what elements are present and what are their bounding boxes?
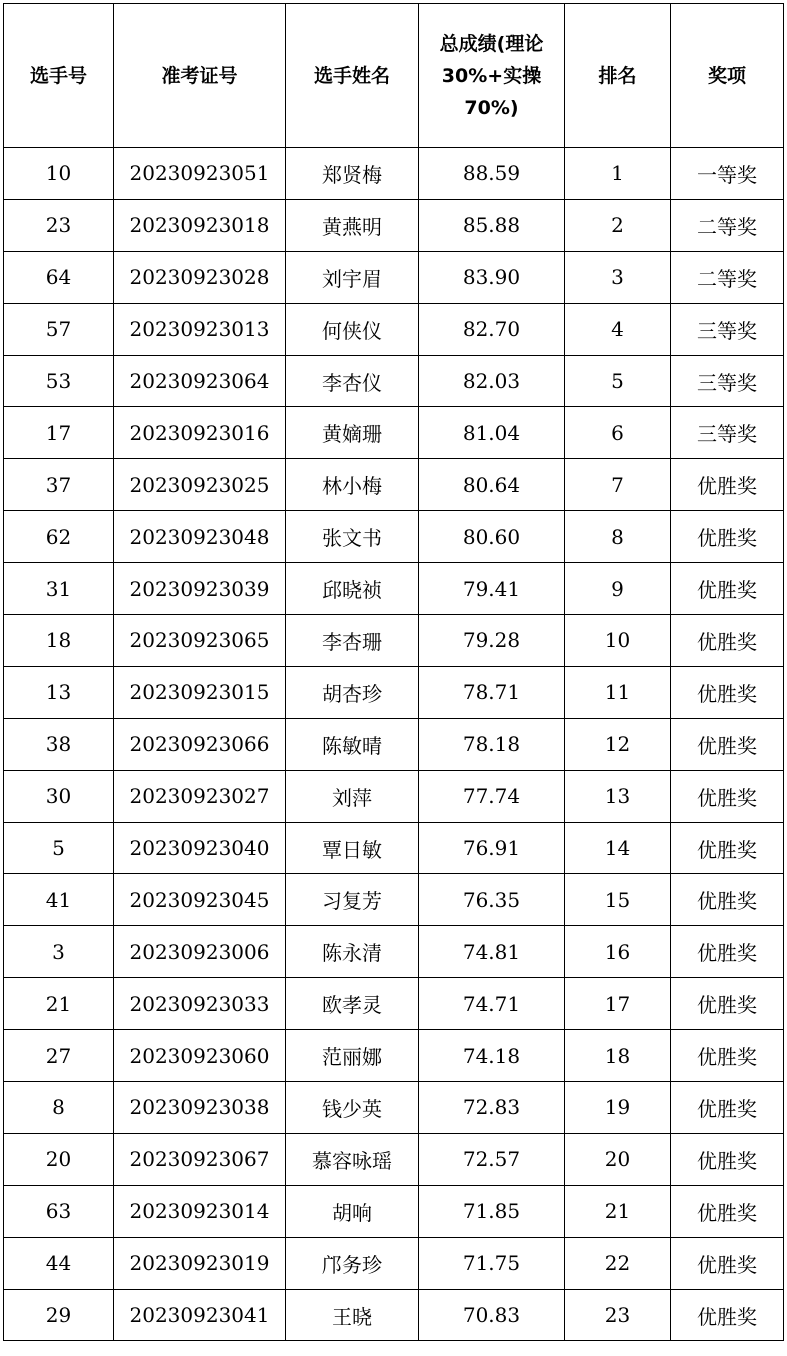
- table-row: [4, 770, 784, 822]
- rank-cell: 9: [565, 563, 671, 615]
- results-table: [3, 3, 784, 1341]
- table-row: [4, 926, 784, 978]
- contestant-no-cell: 10: [4, 148, 114, 200]
- contestant-no-cell: 37: [4, 459, 114, 511]
- contestant-no-cell: 5: [4, 822, 114, 874]
- total-score-cell: 71.75: [419, 1237, 565, 1289]
- award-cell: 优胜奖: [671, 770, 784, 822]
- contestant-no-cell: 63: [4, 1185, 114, 1237]
- header-contestant-no: 选手号: [4, 4, 114, 148]
- contestant-no-cell: 64: [4, 251, 114, 303]
- header-total-score: [419, 4, 565, 148]
- rank-cell: 11: [565, 666, 671, 718]
- header-row: [4, 4, 784, 148]
- total-score-cell: 76.91: [419, 822, 565, 874]
- contestant-no-cell: 41: [4, 874, 114, 926]
- contestant-name-cell: 慕容咏瑶: [286, 1133, 419, 1185]
- total-score-cell: 74.18: [419, 1030, 565, 1082]
- award-cell: 三等奖: [671, 355, 784, 407]
- table-row: [4, 666, 784, 718]
- total-score-cell: 70.83: [419, 1289, 565, 1341]
- rank-cell: 23: [565, 1289, 671, 1341]
- contestant-name-cell: 林小梅: [286, 459, 419, 511]
- table-row: [4, 355, 784, 407]
- rank-cell: 2: [565, 199, 671, 251]
- total-score-cell: 77.74: [419, 770, 565, 822]
- total-score-cell: 78.71: [419, 666, 565, 718]
- contestant-name-cell: 邱晓祯: [286, 563, 419, 615]
- exam-id-cell: 20230923015: [114, 666, 286, 718]
- rank-cell: 19: [565, 1082, 671, 1134]
- header-rank: 排名: [565, 4, 671, 148]
- rank-cell: 18: [565, 1030, 671, 1082]
- exam-id-cell: 20230923028: [114, 251, 286, 303]
- rank-cell: 13: [565, 770, 671, 822]
- award-cell: 二等奖: [671, 199, 784, 251]
- header-exam-id: 准考证号: [114, 4, 286, 148]
- rank-cell: 10: [565, 615, 671, 667]
- rank-cell: 12: [565, 718, 671, 770]
- total-score-cell: 76.35: [419, 874, 565, 926]
- contestant-name-cell: 欧孝灵: [286, 978, 419, 1030]
- total-score-cell: 74.71: [419, 978, 565, 1030]
- rank-cell: 15: [565, 874, 671, 926]
- rank-cell: 3: [565, 251, 671, 303]
- table-row: [4, 563, 784, 615]
- award-cell: 优胜奖: [671, 615, 784, 667]
- contestant-no-cell: 21: [4, 978, 114, 1030]
- exam-id-cell: 20230923045: [114, 874, 286, 926]
- contestant-no-cell: 18: [4, 615, 114, 667]
- table-row: [4, 1289, 784, 1341]
- contestant-name-cell: 刘萍: [286, 770, 419, 822]
- table-row: [4, 1237, 784, 1289]
- exam-id-cell: 20230923064: [114, 355, 286, 407]
- contestant-name-cell: 黄嫡珊: [286, 407, 419, 459]
- header-contestant-name: 选手姓名: [286, 4, 419, 148]
- total-score-cell: 81.04: [419, 407, 565, 459]
- contestant-no-cell: 57: [4, 303, 114, 355]
- contestant-name-cell: 郑贤梅: [286, 148, 419, 200]
- exam-id-cell: 20230923006: [114, 926, 286, 978]
- total-score-cell: 88.59: [419, 148, 565, 200]
- rank-cell: 6: [565, 407, 671, 459]
- contestant-name-cell: 张文书: [286, 511, 419, 563]
- award-cell: 优胜奖: [671, 1133, 784, 1185]
- contestant-no-cell: 27: [4, 1030, 114, 1082]
- contestant-no-cell: 8: [4, 1082, 114, 1134]
- total-score-cell: 82.03: [419, 355, 565, 407]
- award-cell: 二等奖: [671, 251, 784, 303]
- table-row: [4, 822, 784, 874]
- total-score-cell: 72.57: [419, 1133, 565, 1185]
- rank-cell: 7: [565, 459, 671, 511]
- total-score-cell: 85.88: [419, 199, 565, 251]
- total-score-cell: 71.85: [419, 1185, 565, 1237]
- award-cell: 优胜奖: [671, 511, 784, 563]
- contestant-no-cell: 31: [4, 563, 114, 615]
- exam-id-cell: 20230923040: [114, 822, 286, 874]
- exam-id-cell: 20230923065: [114, 615, 286, 667]
- total-score-cell: 74.81: [419, 926, 565, 978]
- total-score-cell: 78.18: [419, 718, 565, 770]
- header-award: 奖项: [671, 4, 784, 148]
- total-score-cell: 72.83: [419, 1082, 565, 1134]
- award-cell: 优胜奖: [671, 978, 784, 1030]
- rank-cell: 14: [565, 822, 671, 874]
- contestant-name-cell: 黄燕明: [286, 199, 419, 251]
- award-cell: 优胜奖: [671, 1185, 784, 1237]
- table-row: [4, 148, 784, 200]
- award-cell: 优胜奖: [671, 718, 784, 770]
- rank-cell: 4: [565, 303, 671, 355]
- exam-id-cell: 20230923038: [114, 1082, 286, 1134]
- contestant-name-cell: 胡杏珍: [286, 666, 419, 718]
- award-cell: 优胜奖: [671, 926, 784, 978]
- table-row: [4, 459, 784, 511]
- table-row: [4, 511, 784, 563]
- contestant-no-cell: 30: [4, 770, 114, 822]
- contestant-name-cell: 邝务珍: [286, 1237, 419, 1289]
- award-cell: 优胜奖: [671, 1082, 784, 1134]
- exam-id-cell: 20230923039: [114, 563, 286, 615]
- contestant-no-cell: 38: [4, 718, 114, 770]
- table-row: [4, 1030, 784, 1082]
- table-row: [4, 251, 784, 303]
- exam-id-cell: 20230923048: [114, 511, 286, 563]
- contestant-no-cell: 17: [4, 407, 114, 459]
- contestant-name-cell: 陈敏晴: [286, 718, 419, 770]
- rank-cell: 21: [565, 1185, 671, 1237]
- rank-cell: 20: [565, 1133, 671, 1185]
- rank-cell: 8: [565, 511, 671, 563]
- exam-id-cell: 20230923014: [114, 1185, 286, 1237]
- table-row: [4, 874, 784, 926]
- contestant-name-cell: 范丽娜: [286, 1030, 419, 1082]
- exam-id-cell: 20230923060: [114, 1030, 286, 1082]
- exam-id-cell: 20230923019: [114, 1237, 286, 1289]
- total-score-cell: 79.28: [419, 615, 565, 667]
- header-total-score-label: 总成绩(理论 30%+实操70%): [439, 32, 544, 119]
- exam-id-cell: 20230923066: [114, 718, 286, 770]
- total-score-cell: 80.60: [419, 511, 565, 563]
- total-score-cell: 79.41: [419, 563, 565, 615]
- contestant-no-cell: 13: [4, 666, 114, 718]
- contestant-name-cell: 覃日敏: [286, 822, 419, 874]
- award-cell: 优胜奖: [671, 459, 784, 511]
- rank-cell: 1: [565, 148, 671, 200]
- total-score-cell: 82.70: [419, 303, 565, 355]
- contestant-name-cell: 胡响: [286, 1185, 419, 1237]
- contestant-no-cell: 3: [4, 926, 114, 978]
- table-row: [4, 978, 784, 1030]
- award-cell: 三等奖: [671, 407, 784, 459]
- table-row: [4, 1082, 784, 1134]
- exam-id-cell: 20230923016: [114, 407, 286, 459]
- table-row: [4, 407, 784, 459]
- exam-id-cell: 20230923067: [114, 1133, 286, 1185]
- contestant-name-cell: 钱少英: [286, 1082, 419, 1134]
- contestant-no-cell: 53: [4, 355, 114, 407]
- exam-id-cell: 20230923013: [114, 303, 286, 355]
- table-row: [4, 1185, 784, 1237]
- exam-id-cell: 20230923018: [114, 199, 286, 251]
- contestant-no-cell: 20: [4, 1133, 114, 1185]
- contestant-name-cell: 习复芳: [286, 874, 419, 926]
- table-row: [4, 1133, 784, 1185]
- contestant-name-cell: 何侠仪: [286, 303, 419, 355]
- rank-cell: 22: [565, 1237, 671, 1289]
- contestant-no-cell: 62: [4, 511, 114, 563]
- contestant-no-cell: 23: [4, 199, 114, 251]
- contestant-name-cell: 李杏珊: [286, 615, 419, 667]
- award-cell: 优胜奖: [671, 563, 784, 615]
- exam-id-cell: 20230923027: [114, 770, 286, 822]
- contestant-name-cell: 刘宇眉: [286, 251, 419, 303]
- table-row: [4, 303, 784, 355]
- award-cell: 优胜奖: [671, 1030, 784, 1082]
- table-row: [4, 199, 784, 251]
- rank-cell: 16: [565, 926, 671, 978]
- award-cell: 优胜奖: [671, 1237, 784, 1289]
- award-cell: 优胜奖: [671, 822, 784, 874]
- table-row: [4, 615, 784, 667]
- exam-id-cell: 20230923051: [114, 148, 286, 200]
- contestant-name-cell: 王晓: [286, 1289, 419, 1341]
- total-score-cell: 83.90: [419, 251, 565, 303]
- contestant-name-cell: 陈永清: [286, 926, 419, 978]
- contestant-name-cell: 李杏仪: [286, 355, 419, 407]
- rank-cell: 5: [565, 355, 671, 407]
- exam-id-cell: 20230923025: [114, 459, 286, 511]
- contestant-no-cell: 44: [4, 1237, 114, 1289]
- rank-cell: 17: [565, 978, 671, 1030]
- award-cell: 一等奖: [671, 148, 784, 200]
- exam-id-cell: 20230923041: [114, 1289, 286, 1341]
- table-row: [4, 718, 784, 770]
- award-cell: 优胜奖: [671, 1289, 784, 1341]
- exam-id-cell: 20230923033: [114, 978, 286, 1030]
- total-score-cell: 80.64: [419, 459, 565, 511]
- contestant-no-cell: 29: [4, 1289, 114, 1341]
- award-cell: 优胜奖: [671, 666, 784, 718]
- award-cell: 优胜奖: [671, 874, 784, 926]
- award-cell: 三等奖: [671, 303, 784, 355]
